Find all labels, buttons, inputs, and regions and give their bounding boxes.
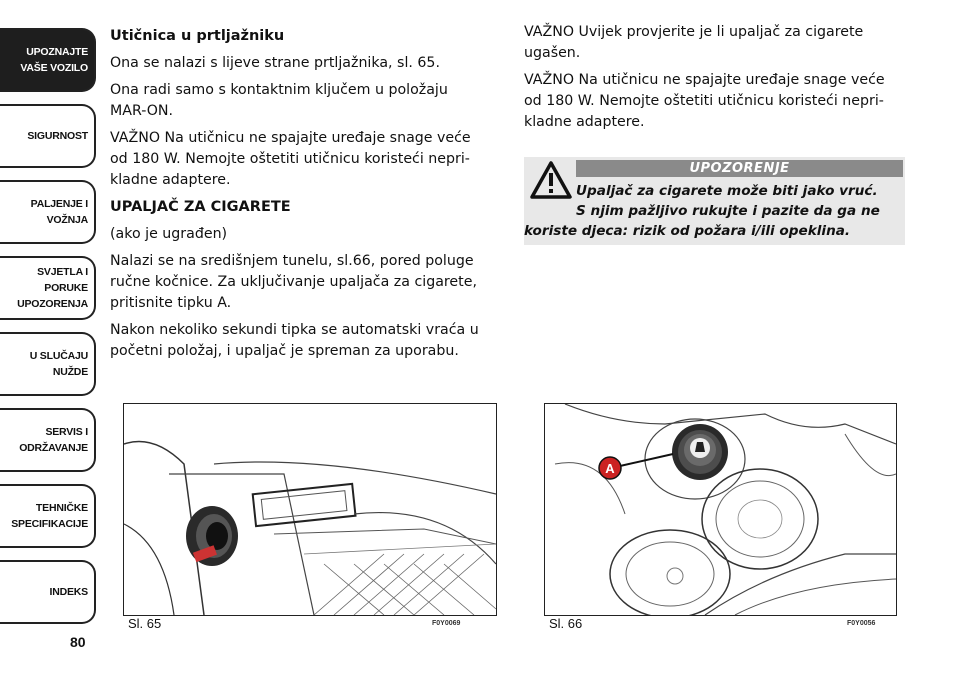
figure-trunk-socket — [123, 403, 497, 616]
section-heading-lighter: UPALJAČ ZA CIGARETE — [110, 199, 291, 215]
page-number: 80 — [70, 634, 86, 650]
warning-title: UPOZORENJE — [576, 160, 903, 177]
tab-label: PALJENJE I VOŽNJA — [30, 198, 88, 226]
tab-nuzde[interactable] — [0, 332, 96, 396]
warning-line: koriste djeca: rizik od požara i/ili opeklina. — [524, 223, 851, 239]
tab-label: INDEKS — [49, 586, 88, 598]
left-column — [110, 26, 488, 368]
paragraph: VAŽNO Uvijek provjerite je li upaljač za cigarete ugašen. — [524, 24, 864, 61]
tab-svjetla[interactable] — [0, 256, 96, 320]
figure-caption: Sl. 65 — [128, 616, 162, 631]
tab-label: SVJETLA I PORUKE UPOZORENJA — [17, 266, 88, 310]
paragraph: VAŽNO Na utičnicu ne spajajte uređaje snage veće od 180 W. Nemojte oštetiti utičnicu koristeći nepri-kladne adaptere. — [110, 130, 471, 188]
callout-a-label: A — [605, 461, 615, 476]
paragraph: Nakon nekoliko sekundi tipka se automatski vraća u početni položaj, i upaljač je spreman za uporabu. — [110, 322, 479, 359]
tab-label: U SLUČAJU NUŽDE — [29, 350, 88, 378]
tab-upoznajte[interactable] — [0, 28, 96, 92]
tab-label: SIGURNOST — [27, 130, 88, 142]
figure-code: F0Y0056 — [847, 620, 876, 627]
paragraph: Ona radi samo s kontaktnim ključem u položaju MAR-ON. — [110, 82, 448, 119]
tab-paljenje[interactable] — [0, 180, 96, 244]
warning-line: Upaljač za cigarete može biti jako vruć. — [576, 183, 878, 199]
paragraph: Nalazi se na središnjem tunelu, sl.66, pored poluge ručne kočnice. Za uključivanje upaljača za cigarete, pritisnite tipku A. — [110, 253, 477, 311]
tab-sigurnost[interactable] — [0, 104, 96, 168]
figure-code: F0Y0069 — [432, 620, 461, 627]
section-heading-socket: Utičnica u prtljažniku — [110, 28, 285, 44]
warning-line: S njim pažljivo rukujte i pazite da ga ne — [576, 203, 880, 219]
warning-text — [524, 181, 902, 241]
tab-indeks[interactable] — [0, 560, 96, 624]
trunk-socket-illustration — [124, 404, 496, 615]
socket-graphic — [186, 506, 238, 566]
paragraph: VAŽNO Na utičnicu ne spajajte uređaje snage veće od 180 W. Nemojte oštetiti utičnicu koristeći nepri-kladne adaptere. — [524, 72, 885, 130]
figure-cigarette-lighter — [544, 403, 897, 616]
paragraph: Ona se nalazi s lijeve strane prtljažnika, sl. 65. — [110, 55, 440, 71]
tab-label: UPOZNAJTE VAŠE VOZILO — [20, 46, 88, 74]
lighter-graphic — [672, 424, 728, 480]
right-column — [524, 22, 906, 139]
tab-servis[interactable] — [0, 408, 96, 472]
tab-label: TEHNIČKE SPECIFIKACIJE — [11, 502, 88, 530]
tab-tehnicke[interactable] — [0, 484, 96, 548]
warning-box — [524, 157, 905, 245]
tab-label: SERVIS I ODRŽAVANJE — [19, 426, 88, 454]
figure-caption: Sl. 66 — [549, 616, 583, 631]
cigarette-lighter-illustration — [545, 404, 896, 615]
paragraph: (ako je ugrađen) — [110, 226, 228, 242]
